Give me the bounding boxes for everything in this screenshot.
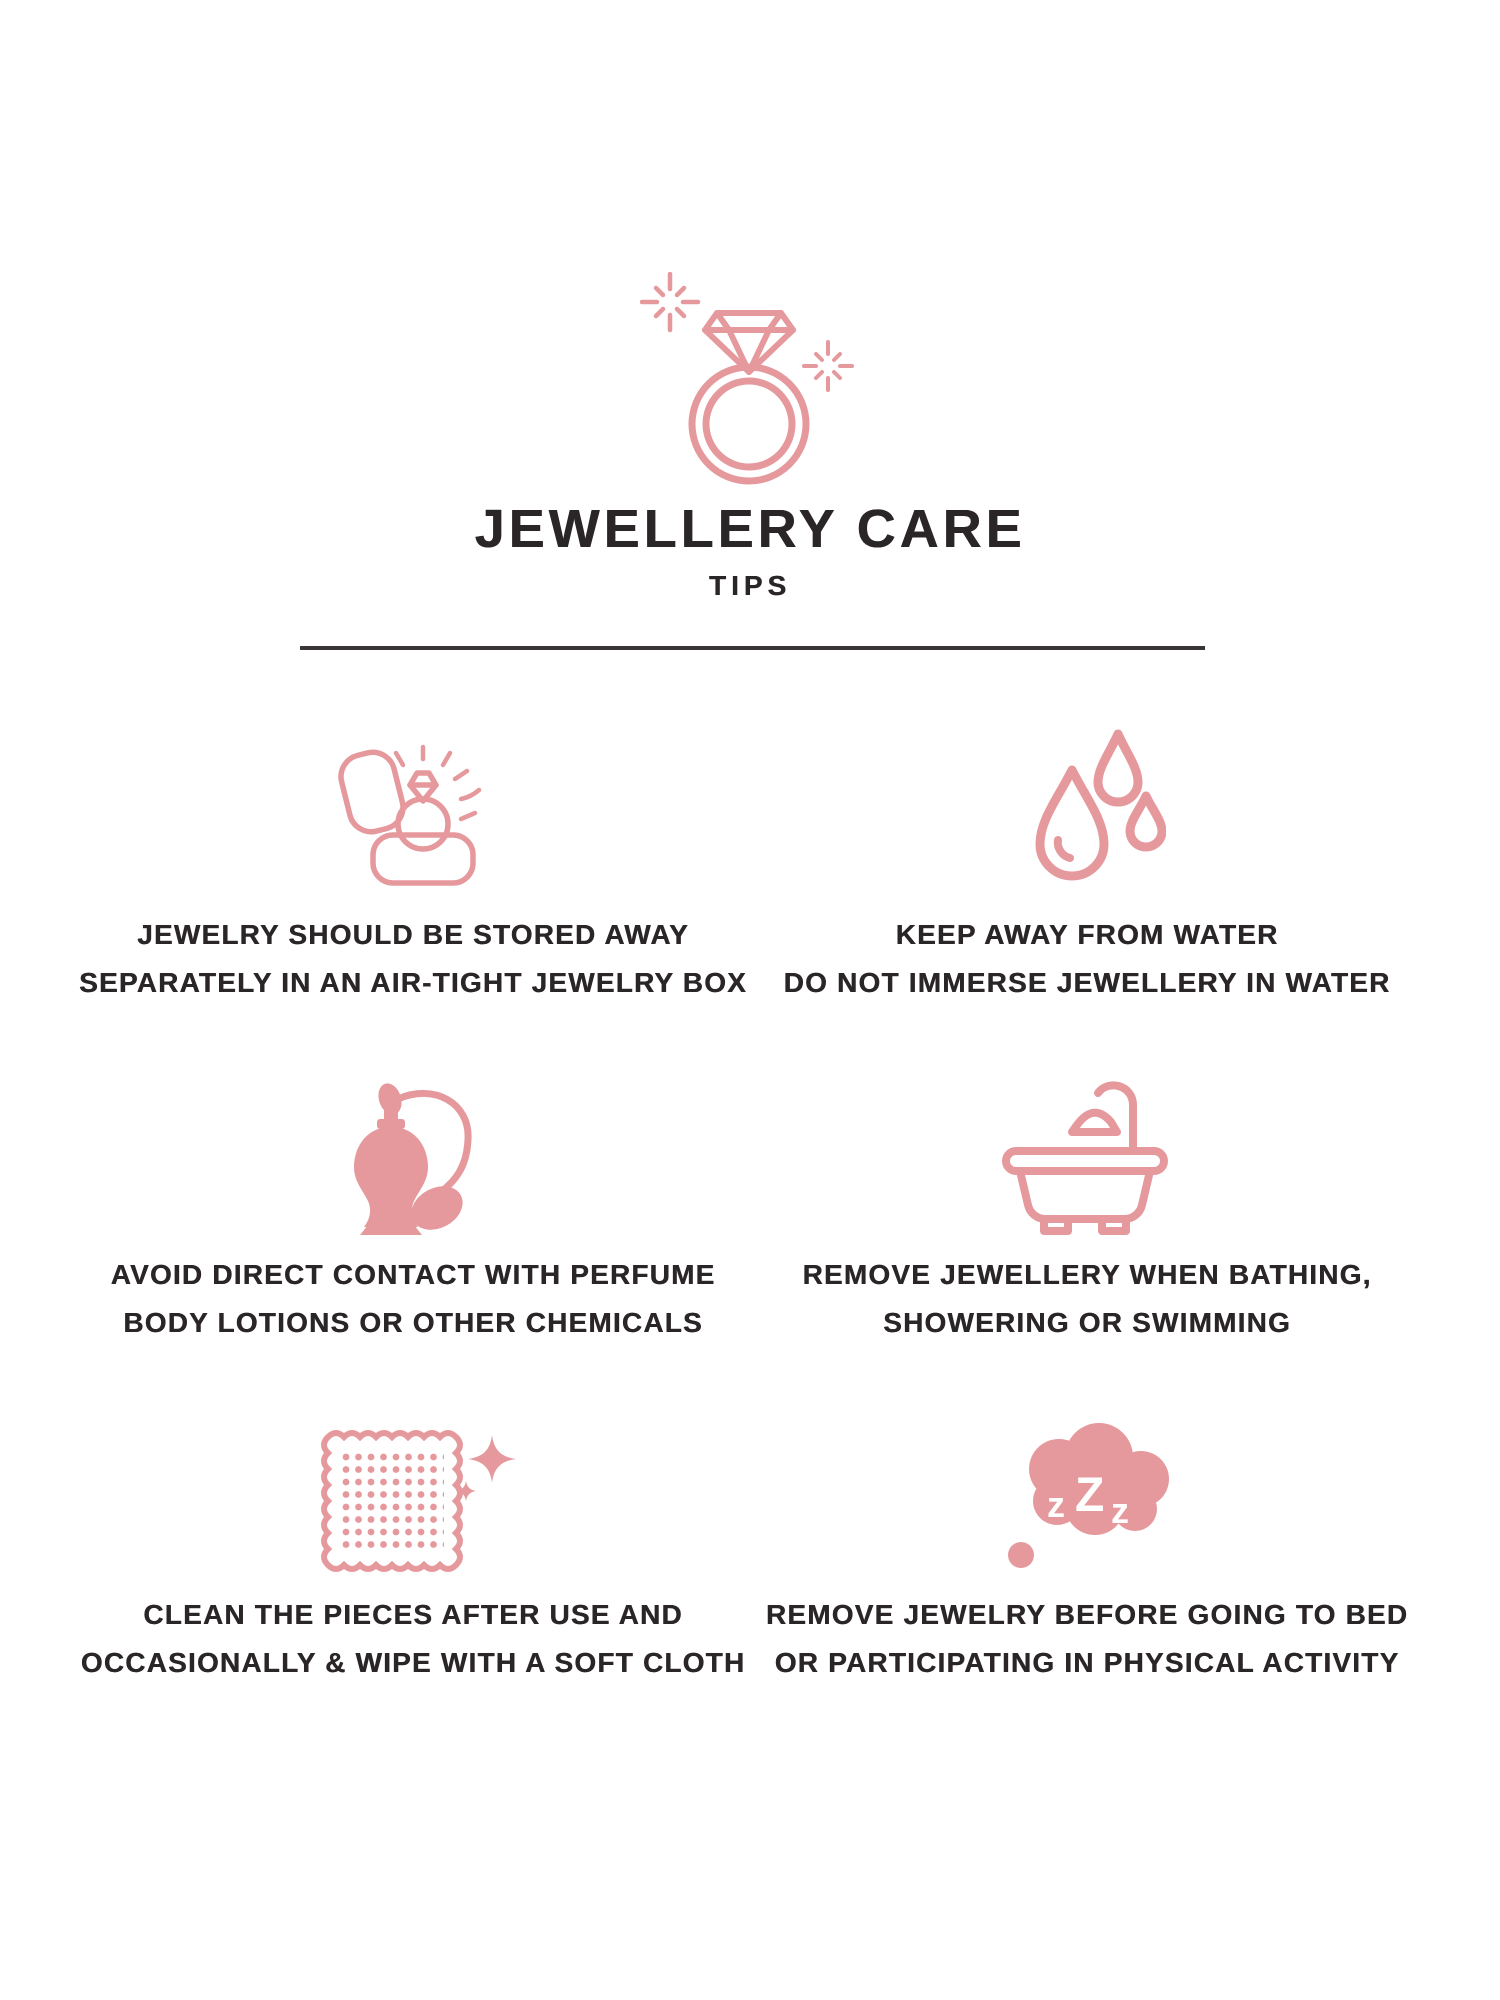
page-title: JEWELLERY CARE bbox=[474, 499, 1026, 559]
diamond-ring-with-sparkles-icon bbox=[640, 272, 860, 492]
sleep-cloud-zzz-icon bbox=[747, 1380, 1427, 1575]
tip-cleaning bbox=[73, 1380, 753, 1687]
page-subtitle: TIPS bbox=[708, 570, 792, 601]
tip-text-line: SEPARATELY IN AN AIR-TIGHT JEWELRY BOX bbox=[79, 967, 747, 998]
tip-sleep bbox=[747, 1380, 1427, 1687]
divider-rule bbox=[300, 646, 1205, 650]
zzz-letter: z bbox=[1046, 1484, 1065, 1525]
zzz-letter: z bbox=[1110, 1490, 1129, 1531]
tip-text-line: DO NOT IMMERSE JEWELLERY IN WATER bbox=[783, 967, 1391, 998]
perfume-atomizer-icon bbox=[73, 1040, 753, 1235]
tip-text-line: BODY LOTIONS OR OTHER CHEMICALS bbox=[123, 1307, 703, 1338]
tip-water bbox=[747, 700, 1427, 1007]
tip-text-line: KEEP AWAY FROM WATER bbox=[895, 919, 1279, 950]
tip-text-line: OR PARTICIPATING IN PHYSICAL ACTIVITY bbox=[774, 1647, 1400, 1678]
tip-storage bbox=[73, 700, 753, 1007]
cleaning-cloth-sparkles-icon bbox=[73, 1380, 753, 1575]
tip-text-line: REMOVE JEWELLERY WHEN BATHING, bbox=[802, 1259, 1372, 1290]
ring-box-icon bbox=[73, 700, 753, 895]
tip-text-line: OCCASIONALLY & WIPE WITH A SOFT CLOTH bbox=[80, 1647, 746, 1678]
zzz-letter: Z bbox=[1074, 1469, 1104, 1522]
tip-text-line: JEWELRY SHOULD BE STORED AWAY bbox=[137, 919, 689, 950]
bathtub-shower-icon bbox=[747, 1040, 1427, 1235]
tip-bathing bbox=[747, 1040, 1427, 1347]
tip-perfume bbox=[73, 1040, 753, 1347]
tip-text-line: SHOWERING OR SWIMMING bbox=[883, 1307, 1291, 1338]
water-drops-icon bbox=[747, 700, 1427, 895]
tip-text-line: AVOID DIRECT CONTACT WITH PERFUME bbox=[110, 1259, 716, 1290]
tip-text-line: CLEAN THE PIECES AFTER USE AND bbox=[143, 1599, 683, 1630]
tip-text-line: REMOVE JEWELRY BEFORE GOING TO BED bbox=[765, 1599, 1409, 1630]
